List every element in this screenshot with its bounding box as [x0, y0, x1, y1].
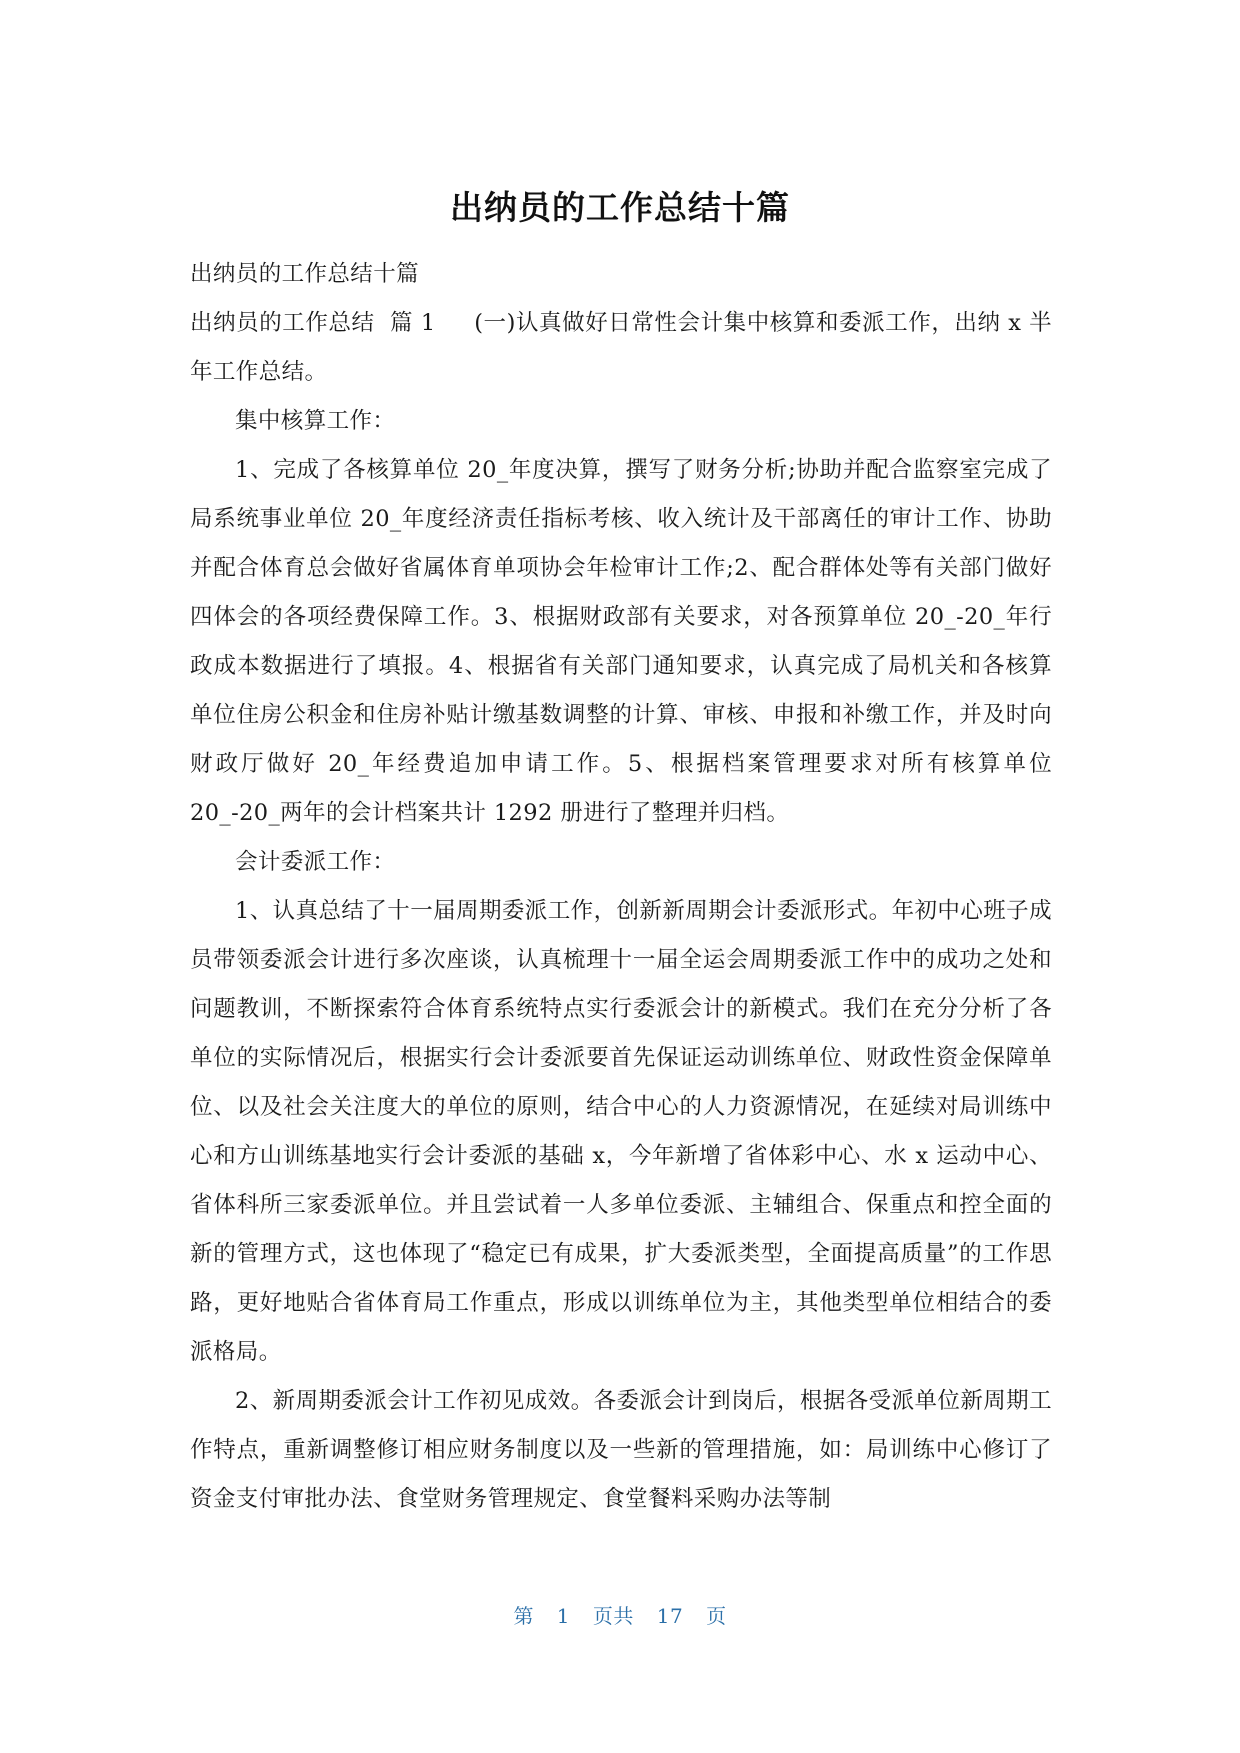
footer-label-unit: 页 — [706, 1604, 727, 1628]
paragraph: 出纳员的工作总结 篇 1 (一)认真做好日常性会计集中核算和委派工作，出纳 x 半年工作总结。 — [190, 310, 1052, 385]
document-title: 出纳员的工作总结十篇 — [450, 188, 790, 227]
section-heading: 集中核算工作： — [235, 408, 396, 434]
footer-current-page: 1 — [556, 1604, 571, 1628]
paragraph: 1、认真总结了十一届周期委派工作，创新新周期会计委派形式。年初中心班子成员带领委派会计进行多次座谈，认真梳理十一届全运会周期委派工作中的成功之处和问题教训，不断探索符合体育系统特点实行委派会计的新模式。我们在充分分析了各单位的实际情况后，根据实行会计委派要首先保证运动训练单位、财政性资金保障单位、以及社会关注度大的单位的原则，结合中心的人力资源情况，在延续对局训练中心和方山训练基地实行会计委派的基础 x，今年新增了省体彩中心、水 x 运动中心、省体科所三家委派单位。并且尝试着一人多单位委派、主辅组合、保重点和控全面的新的管理方式，这也体现了“稳定已有成果，扩大委派类型，全面提高质量”的工作思路，更好地贴合省体育局工作重点，形成以训练单位为主，其他类型单位相结合的委派格局。 — [190, 898, 1052, 1365]
page-footer — [0, 1600, 1240, 1629]
paragraph: 1、完成了各核算单位 20_年度决算，撰写了财务分析;协助并配合监察室完成了局系统事业单位 20_年度经济责任指标考核、收入统计及干部离任的审计工作、协助并配合体育总会做好省属体育单项协会年检审计工作;2、配合群体处等有关部门做好四体会的各项经费保障工作。3、根据财政部有关要求，对各预算单位 20_-20_年行政成本数据进行了填报。4、根据省有关部门通知要求，认真完成了局机关和各核算单位住房公积金和住房补贴计缴基数调整的计算、审核、申报和补缴工作，并及时向财政厅做好 20_年经费追加申请工作。5、根据档案管理要求对所有核算单位 20_-20_两年的会计档案共计 1292 册进行了整理并归档。 — [190, 457, 1052, 826]
footer-label-of: 页共 — [592, 1604, 634, 1628]
paragraph: 出纳员的工作总结十篇 — [190, 261, 420, 287]
footer-label-page: 第 — [513, 1604, 534, 1628]
paragraph: 2、新周期委派会计工作初见成效。各委派会计到岗后，根据各受派单位新周期工作特点，重新调整修订相应财务制度以及一些新的管理措施，如：局训练中心修订了资金支付审批办法、食堂财务管理规定、食堂餐料采购办法等制 — [190, 1388, 1052, 1512]
footer-total-pages: 17 — [656, 1604, 684, 1628]
document-body — [190, 250, 1052, 1524]
section-heading: 会计委派工作： — [235, 849, 396, 875]
